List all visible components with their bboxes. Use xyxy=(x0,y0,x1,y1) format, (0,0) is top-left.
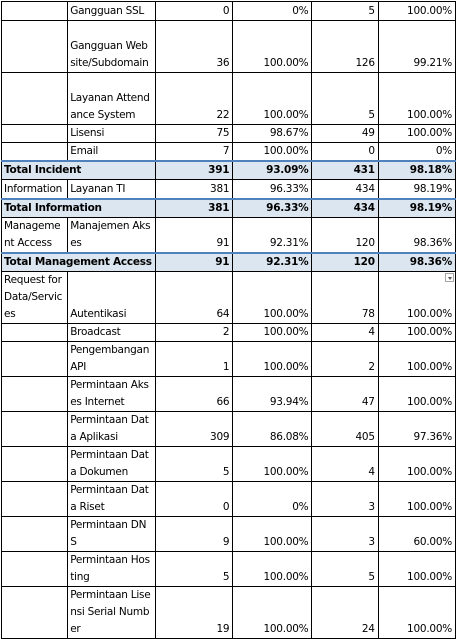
count-cell-2[interactable]: 4 xyxy=(312,323,378,341)
item-cell[interactable]: Gangguan Website/Subdomain xyxy=(68,21,156,73)
item-cell[interactable]: Permintaan Data Dokumen xyxy=(68,446,156,481)
item-cell[interactable]: Permintaan Data Aplikasi xyxy=(68,411,156,446)
item-cell[interactable]: Permintaan Lisensi Serial Number xyxy=(68,586,156,638)
category-cell[interactable] xyxy=(2,446,68,481)
count-cell-2[interactable]: 2 xyxy=(312,341,378,376)
count-cell-2[interactable]: 3 xyxy=(312,516,378,551)
count-cell-2[interactable]: 4 xyxy=(312,446,378,481)
count-cell-2[interactable]: 0 xyxy=(312,143,378,162)
category-cell[interactable]: Management Access xyxy=(2,217,68,253)
percent-cell-1[interactable]: 0% xyxy=(233,2,312,21)
count-cell-1[interactable]: 91 xyxy=(155,217,233,253)
percent-cell-2[interactable] xyxy=(378,446,455,481)
item-cell[interactable]: Permintaan Data Riset xyxy=(68,481,156,516)
total-label-cell[interactable]: Total Management Access xyxy=(2,253,156,272)
percent-cell-1[interactable]: 100.00% xyxy=(233,551,312,586)
percent-value: 98.19% xyxy=(413,182,452,195)
table-row xyxy=(2,180,456,199)
category-cell[interactable] xyxy=(2,73,68,125)
percent-value: 100.00% xyxy=(407,109,452,121)
count-cell-1[interactable]: 22 xyxy=(155,73,233,125)
percent-value: 100.00% xyxy=(407,127,452,139)
table-row xyxy=(2,143,456,162)
table-row xyxy=(2,481,456,516)
category-cell[interactable] xyxy=(2,551,68,586)
count-cell-2[interactable]: 120 xyxy=(312,253,378,272)
percent-cell-1[interactable]: 96.33% xyxy=(233,180,312,199)
percent-cell-2[interactable] xyxy=(378,253,455,272)
spreadsheet-table xyxy=(1,1,456,639)
count-cell-1[interactable]: 309 xyxy=(155,411,233,446)
count-cell-2[interactable]: 5 xyxy=(312,73,378,125)
item-cell[interactable]: Layanan Attendance System xyxy=(68,73,156,125)
table-row xyxy=(2,376,456,411)
count-cell-2[interactable]: 5 xyxy=(312,551,378,586)
percent-cell-2[interactable] xyxy=(378,376,455,411)
percent-cell-2[interactable] xyxy=(378,73,455,125)
table-row xyxy=(2,516,456,551)
percent-value: 0% xyxy=(435,145,452,157)
percent-value: 98.36% xyxy=(413,236,452,249)
percent-cell-1[interactable]: 100.00% xyxy=(233,143,312,162)
percent-value: 100.00% xyxy=(407,622,452,635)
percent-value: 97.36% xyxy=(413,430,452,443)
category-cell[interactable] xyxy=(2,341,68,376)
percent-cell-2[interactable] xyxy=(378,199,455,218)
item-cell[interactable]: Permintaan DNS xyxy=(68,516,156,551)
percent-cell-2[interactable] xyxy=(378,161,455,180)
table-row xyxy=(2,411,456,446)
table-row xyxy=(2,2,456,21)
count-cell-1[interactable]: 9 xyxy=(155,516,233,551)
dropdown-arrow-icon[interactable] xyxy=(445,273,454,282)
total-row xyxy=(2,161,456,180)
table-row xyxy=(2,73,456,125)
count-cell-2[interactable]: 47 xyxy=(312,376,378,411)
percent-value: 100.00% xyxy=(407,360,452,373)
total-row xyxy=(2,199,456,218)
total-label-cell[interactable]: Total Incident xyxy=(2,161,156,180)
percent-cell-1[interactable]: 96.33% xyxy=(233,199,312,218)
percent-cell-1[interactable]: 0% xyxy=(233,481,312,516)
percent-cell-2[interactable] xyxy=(378,586,455,638)
count-cell-2[interactable]: 78 xyxy=(312,271,378,323)
category-cell[interactable]: Information xyxy=(2,180,68,199)
table-row xyxy=(2,323,456,341)
category-cell[interactable] xyxy=(2,21,68,73)
count-cell-1[interactable]: 91 xyxy=(155,253,233,272)
spreadsheet-body xyxy=(2,2,456,639)
percent-cell-1[interactable]: 98.67% xyxy=(233,125,312,143)
item-cell[interactable]: Pengembangan API xyxy=(68,341,156,376)
percent-cell-2[interactable] xyxy=(378,341,455,376)
percent-value: 98.36% xyxy=(409,255,452,268)
category-cell[interactable] xyxy=(2,411,68,446)
category-cell[interactable] xyxy=(2,143,68,162)
percent-cell-1[interactable]: 93.94% xyxy=(233,376,312,411)
percent-cell-1[interactable]: 100.00% xyxy=(233,271,312,323)
percent-cell-2[interactable] xyxy=(378,481,455,516)
percent-cell-1[interactable]: 100.00% xyxy=(233,516,312,551)
count-cell-1[interactable]: 391 xyxy=(155,161,233,180)
percent-value: 100.00% xyxy=(407,307,452,320)
percent-cell-2[interactable] xyxy=(378,411,455,446)
percent-cell-1[interactable]: 100.00% xyxy=(233,446,312,481)
percent-cell-1[interactable]: 92.31% xyxy=(233,217,312,253)
percent-value: 100.00% xyxy=(407,570,452,583)
count-cell-1[interactable]: 5 xyxy=(155,551,233,586)
count-cell-1[interactable]: 36 xyxy=(155,21,233,73)
item-cell[interactable]: Permintaan Hosting xyxy=(68,551,156,586)
category-cell[interactable] xyxy=(2,2,68,21)
count-cell-1[interactable]: 5 xyxy=(155,446,233,481)
percent-cell-2[interactable] xyxy=(378,2,455,21)
count-cell-1[interactable]: 7 xyxy=(155,143,233,162)
count-cell-1[interactable]: 66 xyxy=(155,376,233,411)
count-cell-1[interactable]: 0 xyxy=(155,2,233,21)
item-cell[interactable]: Manajemen Akses xyxy=(68,217,156,253)
percent-cell-2[interactable] xyxy=(378,551,455,586)
count-cell-2[interactable]: 126 xyxy=(312,21,378,73)
percent-value: 99.21% xyxy=(413,57,452,69)
percent-value: 98.18% xyxy=(409,164,452,176)
count-cell-1[interactable]: 381 xyxy=(155,199,233,218)
category-cell[interactable] xyxy=(2,323,68,341)
category-cell[interactable] xyxy=(2,516,68,551)
count-cell-1[interactable]: 19 xyxy=(155,586,233,638)
percent-value: 100.00% xyxy=(407,325,452,338)
percent-value: 100.00% xyxy=(407,500,452,513)
percent-cell-2[interactable] xyxy=(378,143,455,162)
table-row xyxy=(2,341,456,376)
percent-cell-2[interactable] xyxy=(378,217,455,253)
total-label-cell[interactable]: Total Information xyxy=(2,199,156,218)
count-cell-2[interactable]: 431 xyxy=(312,161,378,180)
item-cell[interactable]: Lisensi xyxy=(68,125,156,143)
percent-cell-2[interactable] xyxy=(378,125,455,143)
count-cell-2[interactable]: 49 xyxy=(312,125,378,143)
count-cell-2[interactable]: 5 xyxy=(312,2,378,21)
percent-cell-1[interactable]: 92.31% xyxy=(233,253,312,272)
category-cell[interactable] xyxy=(2,586,68,638)
category-cell[interactable]: Request for Data/Services xyxy=(2,271,68,323)
item-cell[interactable]: Broadcast xyxy=(68,323,156,341)
item-cell[interactable]: Gangguan SSL xyxy=(68,2,156,21)
count-cell-1[interactable]: 2 xyxy=(155,323,233,341)
percent-value: 98.19% xyxy=(409,201,452,214)
total-row xyxy=(2,253,456,272)
table-row xyxy=(2,21,456,73)
count-cell-2[interactable]: 405 xyxy=(312,411,378,446)
percent-value: 100.00% xyxy=(407,465,452,478)
percent-cell-2[interactable] xyxy=(378,21,455,73)
percent-value: 100.00% xyxy=(407,395,452,408)
count-cell-2[interactable]: 24 xyxy=(312,586,378,638)
count-cell-1[interactable]: 64 xyxy=(155,271,233,323)
percent-cell-2[interactable] xyxy=(378,271,455,323)
percent-cell-2[interactable] xyxy=(378,516,455,551)
table-row xyxy=(2,125,456,143)
category-cell[interactable] xyxy=(2,481,68,516)
count-cell-1[interactable]: 75 xyxy=(155,125,233,143)
percent-cell-1[interactable]: 93.09% xyxy=(233,161,312,180)
item-cell[interactable]: Email xyxy=(68,143,156,162)
percent-cell-1[interactable]: 100.00% xyxy=(233,21,312,73)
percent-cell-1[interactable]: 100.00% xyxy=(233,73,312,125)
category-cell[interactable] xyxy=(2,125,68,143)
category-cell[interactable] xyxy=(2,376,68,411)
percent-cell-1[interactable]: 100.00% xyxy=(233,341,312,376)
table-row xyxy=(2,271,456,323)
count-cell-2[interactable]: 434 xyxy=(312,180,378,199)
table-row xyxy=(2,446,456,481)
percent-value: 60.00% xyxy=(413,535,452,548)
count-cell-2[interactable]: 120 xyxy=(312,217,378,253)
item-cell[interactable]: Layanan TI xyxy=(68,180,156,199)
count-cell-1[interactable]: 0 xyxy=(155,481,233,516)
percent-cell-1[interactable]: 86.08% xyxy=(233,411,312,446)
item-cell[interactable]: Autentikasi xyxy=(68,271,156,323)
count-cell-2[interactable]: 3 xyxy=(312,481,378,516)
percent-cell-1[interactable]: 100.00% xyxy=(233,586,312,638)
percent-cell-1[interactable]: 100.00% xyxy=(233,323,312,341)
table-row xyxy=(2,551,456,586)
percent-cell-2[interactable] xyxy=(378,323,455,341)
table-row xyxy=(2,586,456,638)
table-row xyxy=(2,217,456,253)
count-cell-1[interactable]: 381 xyxy=(155,180,233,199)
count-cell-2[interactable]: 434 xyxy=(312,199,378,218)
count-cell-1[interactable]: 1 xyxy=(155,341,233,376)
item-cell[interactable]: Permintaan Akses Internet xyxy=(68,376,156,411)
percent-value: 100.00% xyxy=(407,5,452,17)
percent-cell-2[interactable] xyxy=(378,180,455,199)
